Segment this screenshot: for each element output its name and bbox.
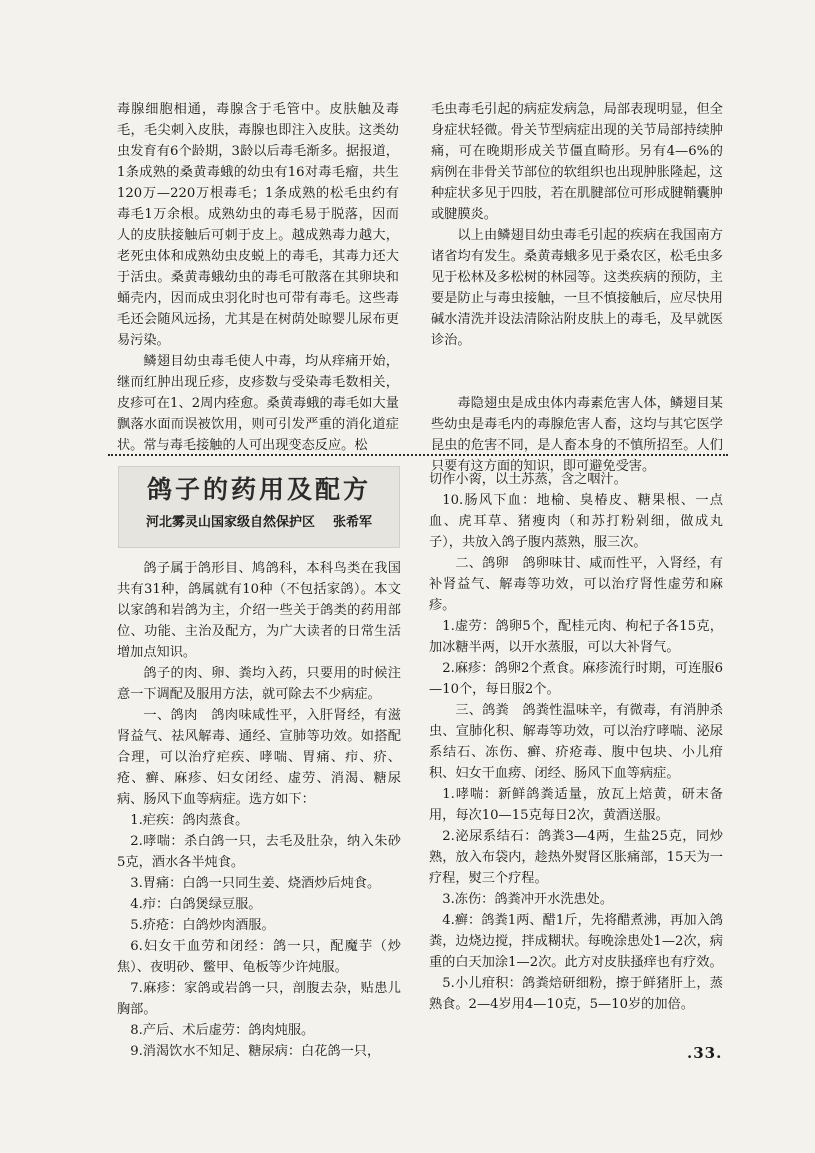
paragraph: 鸽子的肉、卵、粪均入药，只要用的时候注意一下调配及服用方法，就可除去不少病症。 — [117, 666, 401, 702]
author-affiliation: 河北雾灵山国家级自然保护区 — [145, 515, 315, 530]
recipe-item: 5.疥疮：白鸽炒肉酒服。 — [130, 918, 275, 933]
article-title-box — [118, 466, 400, 548]
recipe-item: 2.麻疹：鸽卵2个煮食。麻疹流行时期，可连服6—10个，每日服2个。 — [429, 661, 723, 697]
recipe-item: 1.哮喘：新鲜鸽粪适量，放瓦上焙黄，研末备用，每次10—15克每日2次，黄酒送服。 — [429, 787, 723, 823]
paragraph: 二、鸽卵 鸽卵味甘、咸而性平，入肾经，有补肾益气、解毒等功效，可以治疗肾性虚劳和麻疹。 — [429, 556, 723, 613]
paragraph: 毒腺细胞相通，毒腺含于毛管中。皮肤触及毒毛，毛尖刺入皮肤，毒腺也即注入皮肤。这类幼虫发育有6个龄期，3龄以后毒毛渐多。据报道，1条成熟的桑黄毒蛾的幼虫有16对毒毛瘤，共生120万—220万根毒毛；1条成熟的松毛虫约有毒毛1万余根。成熟幼虫的毒毛易于脱落，因而人的皮肤接触后可刺于皮上。越成熟毒力越大，老死虫体和成熟幼虫皮蜕上的毒毛，其毒力还大于活虫。桑黄毒蛾幼虫的毒毛可散落在其卵块和蛹壳内，因而成虫羽化时也可带有毒毛。这些毒毛还会随风远扬，尤其是在树荫处晾婴儿尿布更易污染。 — [117, 102, 399, 348]
recipe-item: 3.冻伤：鸽粪冲开水洗患处。 — [442, 892, 614, 907]
paragraph: 毛虫毒毛引起的病症发病急，局部表现明显，但全身症状轻微。骨关节型病症出现的关节局部持续肿痛，可在晚期形成关节僵直畸形。另有4—6%的病例在非骨关节部位的软组织也出现肿胀隆起，这种症状多见于四肢，若在肌腱部位可形成腱鞘囊肿或腱膜炎。 — [431, 102, 723, 222]
recipe-item: 1.虚劳：鸽卵5个，配桂元肉、枸杞子各15克，加冰糖半两，以开水蒸服，可以大补肾气。 — [429, 619, 723, 655]
article-left-column — [117, 558, 401, 1062]
paragraph: 鳞翅目幼虫毒毛使人中毒，均从痒痛开始，继而红肿出现丘疹，皮疹数与受染毒毛数相关，皮疹可在1、2周内痊愈。桑黄毒蛾的毒毛如大量飘落水面而误被饮用，则可引发严重的消化道症状。常与毒毛接触的人可出现变态反应。松 — [117, 354, 399, 453]
recipe-item: 1.疟疾：鸽肉蒸食。 — [130, 813, 249, 828]
paragraph: 三、鸽粪 鸽粪性温味辛，有微毒，有消肿杀虫、宣肺化积、解毒等功效，可以治疗哮喘、泌尿系结石、冻伤、癣、疥疮毒、腹中包块、小儿疳积、妇女干血痨、闭经、肠风下血等病症。 — [429, 703, 723, 781]
recipe-item: 5.小儿疳积：鸽粪焙研细粉，擦于鲜猪肝上，蒸熟食。2—4岁用4—10克，5—10岁的加倍。 — [429, 976, 723, 1012]
recipe-item: 2.泌尿系结石：鸽粪3—4两，生盐25克，同炒熟，放入布袋内，趁热外熨肾区胀痛部，15天为一疗程，熨三个疗程。 — [429, 829, 723, 886]
paragraph: 毒隐翅虫是成虫体内毒素危害人体，鳞翅目某些幼虫是毒毛内的毒腺危害人畜，这均与其它医学昆虫的危害不同，是人畜本身的不慎所招至。人们只要有这方面的知识，即可避免受害。 — [431, 396, 723, 474]
paragraph: 以上由鳞翅目幼虫毒毛引起的疾病在我国南方诸省均有发生。桑黄毒蛾多见于桑农区，松毛虫多见于松林及多松树的林园等。这类疾病的预防，主要是防止与毒虫接触，一旦不慎接触后，应尽快用碱水清洗并设法清除沾附皮肤上的毒毛，及早就医诊治。 — [431, 228, 723, 348]
recipe-item: 9.消渴饮水不知足、糖尿病：白花鸽一只， — [130, 1044, 381, 1059]
recipe-item: 4.癣：鸽粪1两、醋1斤，先将醋煮沸，再加入鸽粪，边烧边搅，拌成糊状。每晚涂患处1—2次，病重的白天加涂1—2次。此方对皮肤搔痒也有疗效。 — [429, 913, 723, 970]
byline — [119, 514, 399, 532]
recipe-item: 8.产后、术后虚劳：鸽肉炖服。 — [130, 1023, 315, 1038]
paragraph: 切作小脔，以土苏蒸，含之咽汁。 — [429, 472, 627, 487]
section-divider — [108, 454, 728, 456]
top-right-column — [431, 99, 723, 477]
article-title: 鸽子的药用及配方 — [146, 475, 371, 504]
article-right-column — [429, 469, 723, 1015]
recipe-item: 7.麻疹：家鸽或岩鸽一只，剖腹去杂，贴患儿胸部。 — [117, 981, 401, 1017]
recipe-item: 6.妇女干血劳和闭经：鸽一只，配魔芋（炒焦）、夜明砂、鳖甲、龟板等少许炖服。 — [117, 939, 401, 975]
top-left-column — [117, 99, 399, 456]
recipe-item: 10.肠风下血：地榆、臭椿皮、糖果根、一点血、虎耳草、猪瘦肉（和苏打粉剁细，做成丸子），共放入鸽子腹内蒸熟，服三次。 — [429, 493, 723, 550]
recipe-item: 3.胃痛：白鸽一只同生姜、烧酒炒后炖食。 — [130, 876, 381, 891]
paragraph: 鸽子属于鸽形目、鸠鸽科，本科鸟类在我国共有31种，鸽属就有10种（不包括家鸽）。本文以家鸽和岩鸽为主，介绍一些关于鸽类的药用部位、功能、主治及配方，为广大读者的日常生活增加点知识。 — [117, 561, 401, 660]
paragraph: 一、鸽肉 鸽肉味咸性平，入肝肾经，有滋肾益气、祛风解毒、通经、宣肺等功效。如搭配合理，可以治疗疟疾、哮喘、胃痛、疖、疥、疮、癣、麻疹、妇女闭经、虚劳、消渴、糖尿病、肠风下血等病症。选方如下： — [117, 708, 401, 807]
author-name: 张希军 — [333, 515, 373, 530]
page-number: .33. — [687, 1044, 723, 1062]
recipe-item: 4.疖：白鸽煲绿豆服。 — [130, 897, 262, 912]
recipe-item: 2.哮喘：杀白鸽一只，去毛及肚杂，纳入朱砂5克，酒水各半炖食。 — [117, 834, 401, 870]
